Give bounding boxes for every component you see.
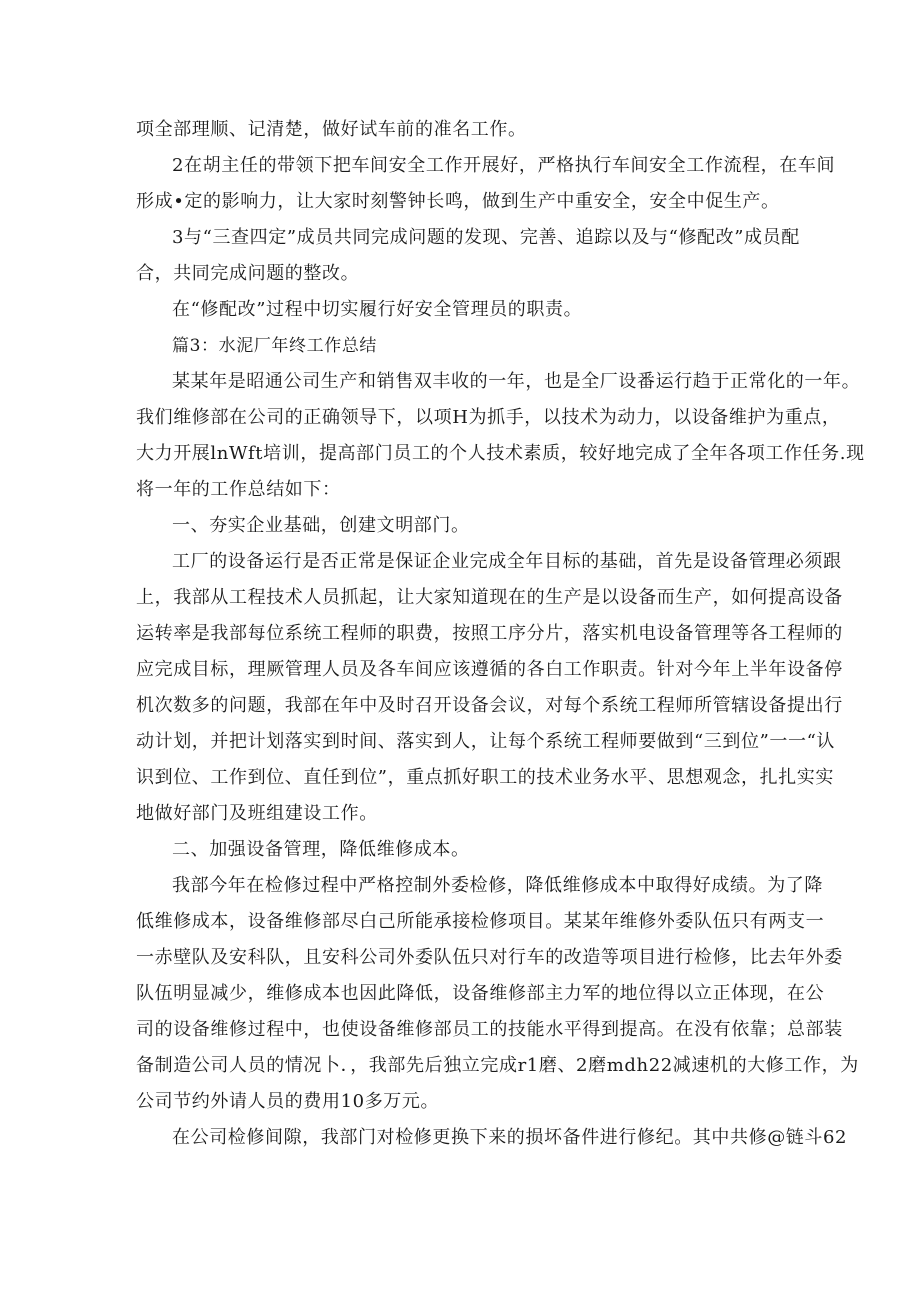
text-line: 司的设备维修过程中，也使设备维修部员工的技能水平得到提高。在没有依靠；总部装 [136, 1019, 843, 1040]
text-line: 某某年是昭通公司生产和销售双丰收的一年，也是全厂设番运行趋于正常化的一年。 [172, 371, 861, 392]
text-line: 形成•定的影响力，让大家时刻警钟长鸣，做到生产中重安全，安全中促生产。 [136, 191, 780, 212]
text-line: 动计划，并把计划落实到时间、落实到人，让每个系统工程师要做到“三到位”一一“认 [136, 731, 836, 752]
text-line: 3与“三查四定”成员共同完成问题的发现、完善、追踪以及与“修配改”成员配 [172, 227, 800, 248]
text-line: 合，共同完成问题的整改。 [136, 263, 360, 284]
text-line: 备制造公司人员的情况卜．，我部先后独立完成r1磨、2磨mdh22减速机的大修工作，为 [136, 1055, 859, 1076]
text-line: 在“修配改”过程中切实履行好安全管理员的职责。 [172, 299, 583, 320]
document-page [136, 112, 865, 1156]
text-line: 大力开展lnWft培训，提高部门员工的个人技术素质，较好地完成了全年各项工作任务.现 [136, 443, 865, 464]
text-line: 我部今年在检修过程中严格控制外委检修，降低维修成本中取得好成绩。为了降 [172, 875, 823, 896]
text-line: 2在胡主任的带领下把车间安全工作开展好，严格执行车间安全工作流程，在车间 [172, 155, 836, 176]
text-line: 运转率是我部每位系统工程师的职费，按照工序分片，落实机电设备管理等各工程师的 [136, 623, 843, 644]
text-line: 地做好部门及班组建设工作。 [136, 803, 378, 824]
text-line: 我们维修部在公司的正确领导下，以项H为抓手，以技术为动力，以设备维护为重点， [136, 407, 841, 428]
text-line: 一、夯实企业基础，创建文明部门。 [172, 515, 470, 536]
text-line: 上，我部从工程技术人员抓起，让大家知道现在的生产是以设备而生产，如何提高设备 [136, 587, 843, 608]
text-line: 公司节约外请人员的费用10多万元。 [136, 1091, 440, 1112]
text-line: 工厂的设备运行是否正常是保证企业完成全年目标的基础，首先是设备管理必须跟 [172, 551, 842, 572]
text-line: 低维修成本，设备维修部尽白己所能承接检修项目。某某年维修外委队伍只有两支一 [136, 911, 825, 932]
text-line: 二、加强设备管理，降低维修成本。 [172, 839, 470, 860]
text-line: 在公司检修间隙，我部门对检修更换下来的损坏备件进行修纪。其中共修@链斗62 [172, 1127, 848, 1148]
text-line: 队伍明显减少，维修成本也因此降低，设备维修部主力军的地位得以立正体现，在公 [136, 983, 825, 1004]
text-line: 项全部理顺、记清楚，做好试车前的准名工作。 [136, 119, 527, 140]
text-line: 一赤壁队及安科队，且安科公司外委队伍只对行车的改造等项目进行检修，比去年外委 [136, 947, 843, 968]
text-line: 机次数多的问题，我部在年中及时召开设备会议，对每个系统工程师所管辖设备提出行 [136, 695, 843, 716]
text-line: 识到位、工作到位、直任到位”，重点抓好职工的技术业务水平、思想观念，扎扎实实 [136, 767, 834, 788]
text-line: 应完成目标，理厥管理人员及各车间应该遵循的各白工作职责。针对今年上半年设备停 [136, 659, 843, 680]
section-heading: 篇3：水泥厂年终工作总结 [172, 336, 378, 356]
text-line: 将一年的工作总结如下： [136, 479, 341, 500]
